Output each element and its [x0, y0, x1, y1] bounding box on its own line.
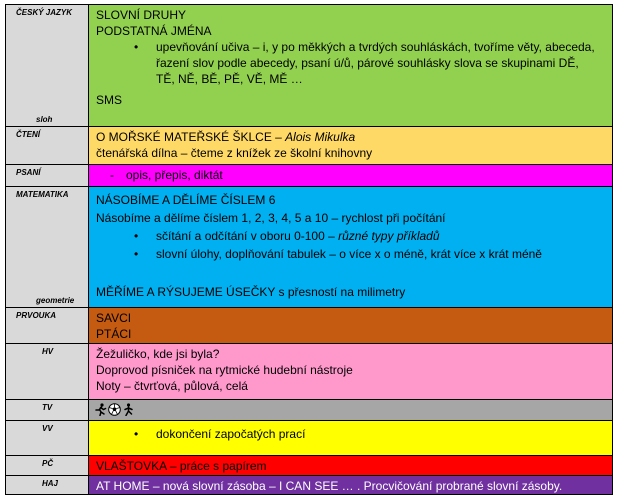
row-tv	[6, 400, 613, 421]
subject-cell-haj	[6, 476, 89, 495]
subject-label: HV	[42, 347, 54, 356]
title-text: O MOŘSKÉ MATEŘSKÉ ŠKLCE –	[96, 130, 286, 144]
sport-icons	[94, 403, 135, 416]
topic-line: Noty – čtvrťová, půlová, celá	[96, 379, 248, 393]
content-cell-psani	[89, 165, 613, 187]
bullet-item: • upevňování učiva – i, y po měkkých a tvrdých souhláskách, tvoříme věty, abecedа, řazení slov podle abecedy, psaní ú/ů, párové souhlásky slova se skupinami DĚ, TĚ, NĚ, BĚ, PĚ, VĚ, MĚ …	[96, 39, 612, 87]
topic-line: SAVCI	[96, 311, 132, 325]
topic-line: čtenářská dílna – čteme z knížek ze školní knihovny	[96, 146, 373, 160]
bullet-italic-text: různé typy příkladů	[338, 229, 440, 243]
row-prvouka	[6, 308, 613, 344]
dash-item: - opis, přepis, diktát	[96, 167, 612, 183]
topic-line: Násobíme a dělíme číslem 1, 2, 3, 4, 5 a 10 – rychlost při počítání	[96, 211, 446, 225]
subject-cell-cteni	[6, 127, 89, 165]
topic-line: VLAŠTOVKA – práce s papírem	[96, 459, 267, 473]
bullet-item	[96, 228, 612, 244]
content-cell-tv	[89, 400, 613, 421]
running-kick-icon	[122, 403, 135, 416]
subject-cell-psani	[6, 165, 89, 187]
author-text: Alois Mikulka	[285, 130, 356, 144]
content-cell-matematika	[89, 187, 613, 308]
bullet-item: • slovní úlohy, doplňování tabulek – o více x o méně, krát více x krát méně	[96, 246, 612, 262]
content-cell-prvouka	[89, 308, 613, 344]
topic-line	[96, 129, 612, 145]
content-cell-hv	[89, 344, 613, 400]
row-cesky-jazyk	[6, 5, 613, 127]
subject-sublabel: sloh	[36, 115, 53, 124]
bullet-item: • dokončení započatých prací	[96, 426, 612, 442]
topic-line: Žežuličko, kde jsi byla?	[96, 347, 220, 361]
content-cell-pc	[89, 456, 613, 476]
subject-label: ČESKÝ JAZYK	[16, 8, 73, 17]
row-pc	[6, 456, 613, 476]
subject-cell-cesky-jazyk	[6, 5, 89, 127]
subject-label: TV	[42, 403, 53, 412]
subject-cell-matematika	[6, 187, 89, 308]
runner-icon	[94, 403, 107, 416]
content-cell-cesky-jazyk	[89, 5, 613, 127]
content-cell-cteni	[89, 127, 613, 165]
row-haj	[6, 476, 613, 495]
row-hv	[6, 344, 613, 400]
weekly-plan-table	[5, 4, 613, 495]
subject-cell-vv	[6, 421, 89, 456]
topic-line: SMS	[96, 93, 123, 107]
subject-label: PČ	[42, 459, 54, 468]
topic-line: Doprovod písniček na rytmické hudební nástroje	[96, 363, 353, 377]
topic-line: PTÁCI	[96, 327, 132, 341]
subject-sublabel: geometrie	[36, 296, 75, 305]
row-matematika	[6, 187, 613, 308]
subject-label: ČTENÍ	[16, 130, 40, 139]
row-cteni	[6, 127, 613, 165]
subject-label: VV	[42, 424, 53, 433]
subject-label: PSANÍ	[16, 168, 41, 177]
topic-line: PODSTATNÁ JMÉNA	[96, 24, 212, 38]
topic-line: NÁSOBÍME A DĚLÍME ČÍSLEM 6	[96, 193, 276, 207]
bullet-text: sčítání a odčítání v oboru 0-100 –	[156, 229, 339, 243]
soccer-ball-icon	[108, 403, 121, 416]
subject-cell-prvouka	[6, 308, 89, 344]
content-cell-vv	[89, 421, 613, 456]
row-psani	[6, 165, 613, 187]
row-vv	[6, 421, 613, 456]
topic-line: AT HOME – nová slovní zásoba – I CAN SEE … . Procvičování probrané slovní zásoby.	[96, 479, 563, 493]
subject-label: PRVOUKA	[16, 311, 57, 320]
subject-label: HAJ	[42, 479, 59, 488]
subject-cell-pc	[6, 456, 89, 476]
content-cell-haj	[89, 476, 613, 495]
subject-cell-tv	[6, 400, 89, 421]
subject-label: MATEMATIKA	[16, 190, 69, 199]
subject-cell-hv	[6, 344, 89, 400]
topic-line: SLOVNÍ DRUHY	[96, 8, 187, 22]
topic-line: MĚŘÍME A RÝSUJEME ÚSEČKY s přesností na milimetry	[96, 285, 406, 299]
